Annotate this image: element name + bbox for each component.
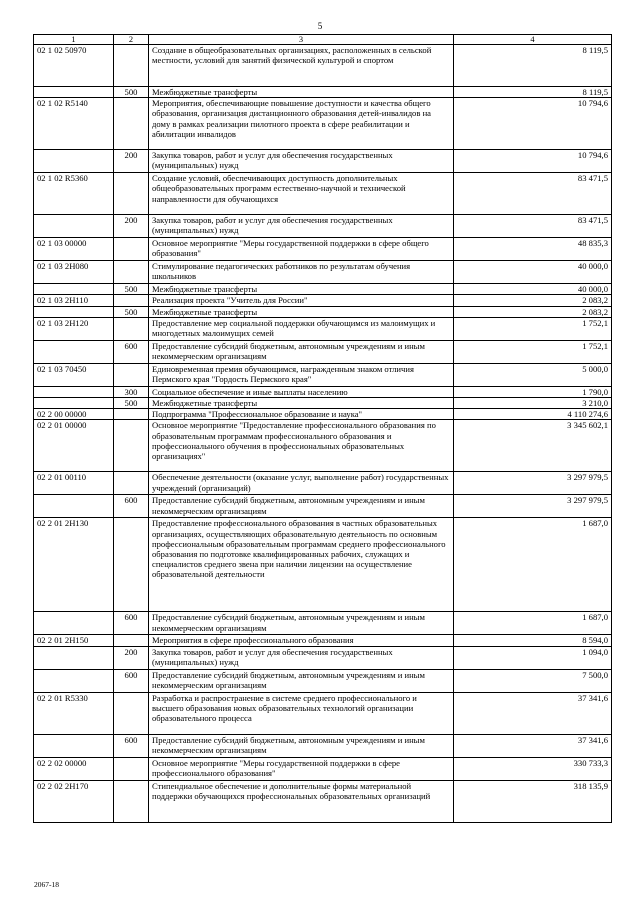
- row-amount: 1 752,1: [454, 317, 612, 340]
- row-expense-type: [114, 692, 149, 734]
- row-amount: 37 341,6: [454, 734, 612, 757]
- row-code: [34, 284, 114, 295]
- row-code: 02 1 02 R5360: [34, 173, 114, 215]
- table-row: [34, 340, 612, 363]
- row-code: [34, 669, 114, 692]
- table-body: [34, 45, 612, 823]
- row-amount: 83 471,5: [454, 215, 612, 238]
- row-description: Закупка товаров, работ и услуг для обеспечения государственных (муниципальных) нужд: [149, 150, 454, 173]
- row-amount: 318 135,9: [454, 780, 612, 822]
- row-description: Единовременная премия обучающимся, награжденным знаком отличия Пермского края "Гордость Пермского края": [149, 363, 454, 386]
- table-row: [34, 472, 612, 495]
- row-description: Социальное обеспечение и иные выплаты населению: [149, 386, 454, 397]
- row-code: [34, 87, 114, 98]
- row-expense-type: [114, 45, 149, 87]
- row-expense-type: [114, 757, 149, 780]
- row-amount: 2 083,2: [454, 306, 612, 317]
- row-description: Предоставление субсидий бюджетным, автономным учреждениям и иным некоммерческим организациям: [149, 340, 454, 363]
- table-row: [34, 757, 612, 780]
- table-row: [34, 409, 612, 420]
- row-expense-type: [114, 420, 149, 472]
- row-code: [34, 612, 114, 635]
- row-amount: 10 794,6: [454, 98, 612, 150]
- row-amount: 3 210,0: [454, 398, 612, 409]
- row-amount: 330 733,3: [454, 757, 612, 780]
- table-row: [34, 215, 612, 238]
- row-amount: 2 083,2: [454, 295, 612, 306]
- row-amount: 1 790,0: [454, 386, 612, 397]
- table-row: [34, 306, 612, 317]
- row-description: Предоставление субсидий бюджетным, автономным учреждениям и иным некоммерческим организациям: [149, 612, 454, 635]
- row-code: 02 2 01 00110: [34, 472, 114, 495]
- row-amount: 3 345 602,1: [454, 420, 612, 472]
- row-description: Создание условий, обеспечивающих доступность дополнительных общеобразовательных программ естественно-научной и технической направленности для обучающихся: [149, 173, 454, 215]
- row-code: 02 1 03 70450: [34, 363, 114, 386]
- column-header: 3: [149, 35, 454, 45]
- table-row: [34, 635, 612, 646]
- row-code: 02 2 00 00000: [34, 409, 114, 420]
- row-amount: 1 687,0: [454, 518, 612, 612]
- table-row: [34, 87, 612, 98]
- document-footer-code: 2067-18: [34, 880, 59, 889]
- table-row: [34, 386, 612, 397]
- row-expense-type: 300: [114, 386, 149, 397]
- row-expense-type: 200: [114, 646, 149, 669]
- row-expense-type: [114, 317, 149, 340]
- row-amount: 48 835,3: [454, 238, 612, 261]
- table-row: [34, 45, 612, 87]
- row-amount: 1 752,1: [454, 340, 612, 363]
- row-description: Предоставление субсидий бюджетным, автономным учреждениям и иным некоммерческим организациям: [149, 669, 454, 692]
- budget-table: [33, 34, 612, 823]
- row-expense-type: 500: [114, 284, 149, 295]
- column-header: 4: [454, 35, 612, 45]
- row-code: [34, 734, 114, 757]
- table-row: [34, 780, 612, 822]
- row-code: 02 1 03 2Н080: [34, 261, 114, 284]
- table-row: [34, 734, 612, 757]
- row-description: Разработка и распространение в системе среднего профессионального и высшего образования новых образовательных технологий организации образовательного процесса: [149, 692, 454, 734]
- row-expense-type: [114, 295, 149, 306]
- row-description: Предоставление профессионального образования в частных образовательных организациях, осуществляющих образовательную деятельность по основным профессиональным образовательным программам среднего профессионального образования по подготовке квалифицированных рабочих, служащих и специалистов среднего звена при наличии лицензии на осуществление образовательной деятельности: [149, 518, 454, 612]
- table-row: [34, 98, 612, 150]
- row-code: [34, 398, 114, 409]
- row-amount: 83 471,5: [454, 173, 612, 215]
- row-code: [34, 215, 114, 238]
- row-code: 02 2 01 R5330: [34, 692, 114, 734]
- row-description: Мероприятия, обеспечивающие повышение доступности и качества общего образования, организация дистанционного образования детей-инвалидов на дому в рамках реализации пилотного проекта в сфере реабилитации и абилитации инвалидов: [149, 98, 454, 150]
- row-expense-type: [114, 518, 149, 612]
- row-description: Предоставление субсидий бюджетным, автономным учреждениям и иным некоммерческим организациям: [149, 734, 454, 757]
- row-amount: 4 110 274,6: [454, 409, 612, 420]
- row-amount: 37 341,6: [454, 692, 612, 734]
- table-row: [34, 295, 612, 306]
- table-row: [34, 692, 612, 734]
- row-code: [34, 495, 114, 518]
- row-description: Закупка товаров, работ и услуг для обеспечения государственных (муниципальных) нужд: [149, 215, 454, 238]
- row-amount: 40 000,0: [454, 284, 612, 295]
- table-row: [34, 420, 612, 472]
- row-description: Подпрограмма "Профессиональное образование и наука": [149, 409, 454, 420]
- row-amount: 40 000,0: [454, 261, 612, 284]
- row-description: Основное мероприятие "Меры государственной поддержки в сфере профессионального образования": [149, 757, 454, 780]
- table-row: [34, 317, 612, 340]
- table-row: [34, 238, 612, 261]
- table-row: [34, 646, 612, 669]
- row-expense-type: 500: [114, 398, 149, 409]
- row-amount: 10 794,6: [454, 150, 612, 173]
- row-code: [34, 306, 114, 317]
- row-code: 02 2 01 2Н130: [34, 518, 114, 612]
- row-expense-type: [114, 635, 149, 646]
- row-expense-type: 500: [114, 87, 149, 98]
- table-header-row: [34, 35, 612, 45]
- table-row: [34, 518, 612, 612]
- row-expense-type: 600: [114, 734, 149, 757]
- row-amount: 8 119,5: [454, 87, 612, 98]
- row-code: 02 1 03 2Н110: [34, 295, 114, 306]
- row-description: Стипендиальное обеспечение и дополнительные формы материальной поддержки обучающихся профессиональных образовательных организаций: [149, 780, 454, 822]
- row-description: Обеспечение деятельности (оказание услуг, выполнение работ) государственных учреждений (организаций): [149, 472, 454, 495]
- row-description: Реализация проекта "Учитель для России": [149, 295, 454, 306]
- row-description: Межбюджетные трансферты: [149, 87, 454, 98]
- row-description: Мероприятия в сфере профессионального образования: [149, 635, 454, 646]
- row-expense-type: [114, 261, 149, 284]
- table-row: [34, 495, 612, 518]
- row-expense-type: 500: [114, 306, 149, 317]
- row-code: 02 2 01 00000: [34, 420, 114, 472]
- table-row: [34, 363, 612, 386]
- table-row: [34, 398, 612, 409]
- row-expense-type: [114, 173, 149, 215]
- row-amount: 8 594,0: [454, 635, 612, 646]
- row-description: Межбюджетные трансферты: [149, 284, 454, 295]
- row-description: Межбюджетные трансферты: [149, 398, 454, 409]
- row-code: 02 1 02 50970: [34, 45, 114, 87]
- row-expense-type: 600: [114, 340, 149, 363]
- table-row: [34, 261, 612, 284]
- row-expense-type: [114, 98, 149, 150]
- row-code: [34, 340, 114, 363]
- row-expense-type: 200: [114, 215, 149, 238]
- row-description: Стимулирование педагогических работников по результатам обучения школьников: [149, 261, 454, 284]
- row-expense-type: 600: [114, 495, 149, 518]
- row-description: Межбюджетные трансферты: [149, 306, 454, 317]
- row-expense-type: [114, 409, 149, 420]
- row-expense-type: [114, 780, 149, 822]
- table-row: [34, 669, 612, 692]
- row-expense-type: 600: [114, 612, 149, 635]
- row-amount: 1 094,0: [454, 646, 612, 669]
- row-code: 02 2 02 2Н170: [34, 780, 114, 822]
- row-amount: 5 000,0: [454, 363, 612, 386]
- row-code: [34, 150, 114, 173]
- row-expense-type: [114, 472, 149, 495]
- row-expense-type: [114, 238, 149, 261]
- column-header: 2: [114, 35, 149, 45]
- row-code: [34, 646, 114, 669]
- row-code: 02 2 02 00000: [34, 757, 114, 780]
- row-description: Предоставление мер социальной поддержки обучающимся из малоимущих и многодетных малоимущих семей: [149, 317, 454, 340]
- table-row: [34, 150, 612, 173]
- page-number: 5: [317, 21, 323, 31]
- table-row: [34, 612, 612, 635]
- row-description: Закупка товаров, работ и услуг для обеспечения государственных (муниципальных) нужд: [149, 646, 454, 669]
- row-description: Создание в общеобразовательных организациях, расположенных в сельской местности, условий для занятий физической культурой и спортом: [149, 45, 454, 87]
- table-row: [34, 173, 612, 215]
- row-amount: 3 297 979,5: [454, 495, 612, 518]
- column-header: 1: [34, 35, 114, 45]
- row-expense-type: 600: [114, 669, 149, 692]
- row-code: 02 1 03 00000: [34, 238, 114, 261]
- row-code: [34, 386, 114, 397]
- row-amount: 8 119,5: [454, 45, 612, 87]
- row-description: Основное мероприятие "Меры государственной поддержки в сфере общего образования": [149, 238, 454, 261]
- row-expense-type: [114, 363, 149, 386]
- row-expense-type: 200: [114, 150, 149, 173]
- row-code: 02 1 03 2Н120: [34, 317, 114, 340]
- row-code: 02 2 01 2Н150: [34, 635, 114, 646]
- table-row: [34, 284, 612, 295]
- row-description: Предоставление субсидий бюджетным, автономным учреждениям и иным некоммерческим организациям: [149, 495, 454, 518]
- row-amount: 3 297 979,5: [454, 472, 612, 495]
- row-description: Основное мероприятие "Предоставление профессионального образования по образовательным программам профессионального образования и профессионального обучения в профессиональных образовательных организациях": [149, 420, 454, 472]
- row-amount: 1 687,0: [454, 612, 612, 635]
- row-amount: 7 500,0: [454, 669, 612, 692]
- row-code: 02 1 02 R5140: [34, 98, 114, 150]
